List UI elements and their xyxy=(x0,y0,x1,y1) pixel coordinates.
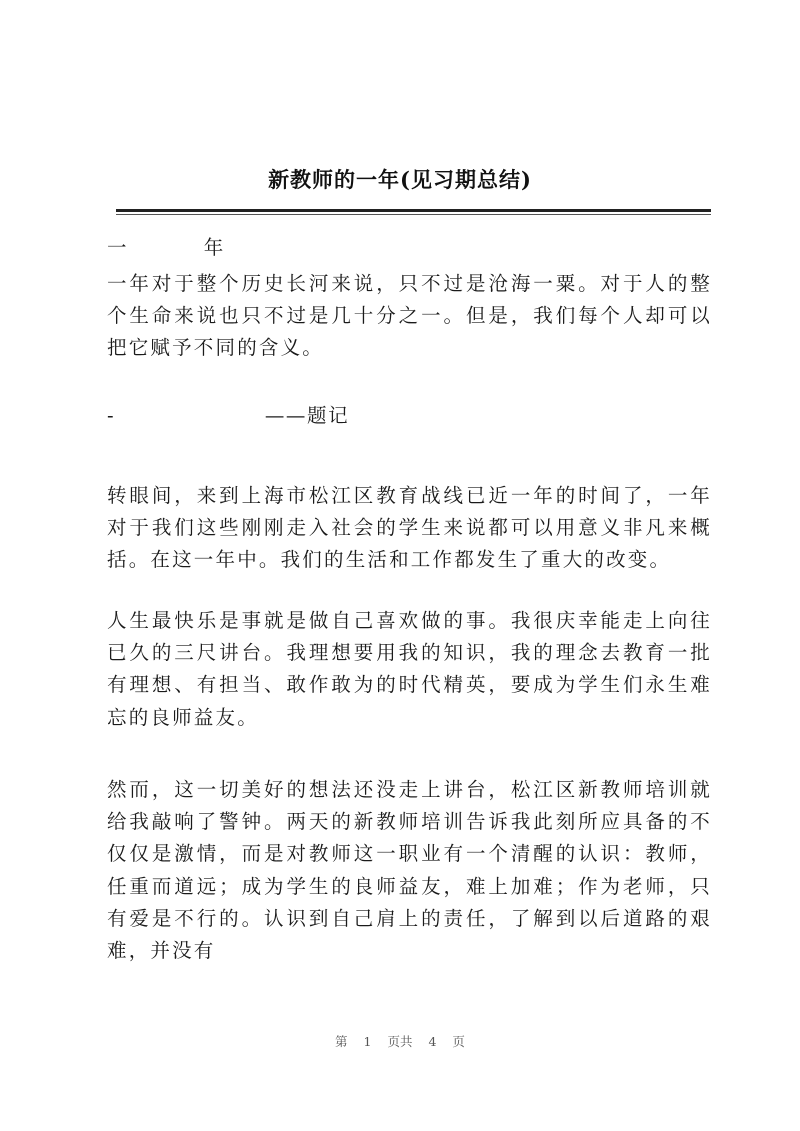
epigraph-text: 一年对于整个历史长河来说，只不过是沧海一粟。对于人的整个生命来说也只不过是几十分之一。但是，我们每个人却可以把它赋予不同的含义。 xyxy=(107,272,712,360)
document-title: 新教师的一年(见习期总结) xyxy=(268,167,532,192)
footer-page-current: 1 xyxy=(363,1034,372,1049)
section-heading xyxy=(107,232,225,260)
epigraph-signature-line xyxy=(107,400,349,428)
epigraph-dash: - xyxy=(107,404,116,427)
epigraph-signature: ——题记 xyxy=(264,404,350,427)
body-paragraph-3: 然而，这一切美好的想法还没走上讲台，松江区新教师培训就给我敲响了警钟。两天的新教师培训告诉我此刻所应具备的不仅仅是激情，而是对教师这一职业有一个清醒的认识：教师，任重而道远；成为学生的良师益友，难上加难；作为老师，只有爱是不行的。认识到自己肩上的责任，了解到以后道路的艰难，并没有 xyxy=(107,778,712,963)
body-paragraph-1: 转眼间，来到上海市松江区教育战线已近一年的时间了，一年对于我们这些刚刚走入社会的学生来说都可以用意义非凡来概括。在这一年中。我们的生活和工作都发生了重大的改变。 xyxy=(107,484,712,572)
footer-mid: 页共 xyxy=(387,1034,413,1049)
footer-page-total: 4 xyxy=(428,1034,437,1049)
section-heading-left: 一 xyxy=(107,236,129,259)
footer-suffix: 页 xyxy=(452,1034,465,1049)
section-heading-right: 年 xyxy=(203,236,225,259)
page-footer xyxy=(0,1032,800,1050)
title-underline-thin xyxy=(116,214,711,215)
title-underline xyxy=(116,209,711,212)
footer-prefix: 第 xyxy=(335,1034,348,1049)
body-paragraph-2: 人生最快乐是事就是做自己喜欢做的事。我很庆幸能走上向往已久的三尺讲台。我理想要用我的知识，我的理念去教育一批有理想、有担当、敢作敢为的时代精英，要成为学生们永生难忘的良师益友。 xyxy=(107,609,712,729)
